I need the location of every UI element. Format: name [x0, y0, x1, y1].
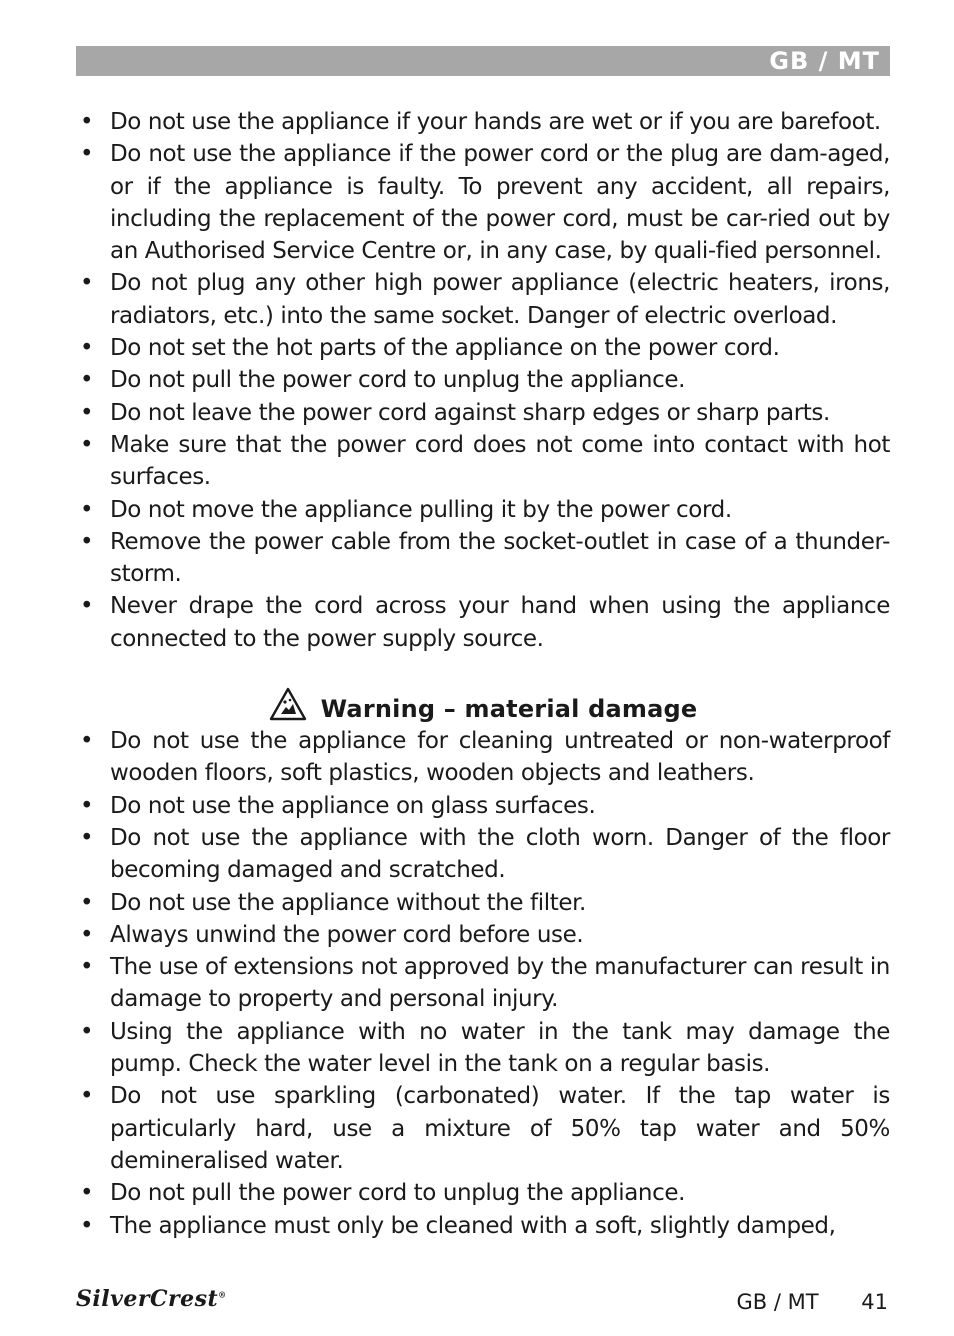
list-item: • Always unwind the power cord before use. [76, 919, 890, 951]
trademark-symbol: ® [218, 1289, 227, 1300]
list-item: • Never drape the cord across your hand when using the appliance connected to the power supply source. [76, 590, 890, 655]
list-item: • Do not use the appliance with the cloth worn. Danger of the floor becoming damaged and scratched. [76, 822, 890, 887]
list-item: • Do not use the appliance on glass surfaces. [76, 790, 890, 822]
material-damage-list [76, 725, 890, 1242]
warning-triangle-icon [269, 687, 307, 721]
list-item: • Do not use the appliance if the power cord or the plug are dam-aged, or if the appliance is faulty. To prevent any accident, all repairs, including the replacement of the power cord, must be car-ried out by an Authorised Service Centre or, in any case, by quali-fied personnel. [76, 138, 890, 267]
header-language-label: GB / MT [769, 47, 880, 75]
list-item: • The use of extensions not approved by the manufacturer can result in damage to property and personal injury. [76, 951, 890, 1016]
list-item: • Do not pull the power cord to unplug the appliance. [76, 1177, 890, 1209]
list-item: • Do not move the appliance pulling it by the power cord. [76, 494, 890, 526]
header-bar [76, 46, 890, 76]
list-item: • Do not set the hot parts of the appliance on the power cord. [76, 332, 890, 364]
warning-title: Warning – material damage [320, 695, 698, 724]
list-item: • Using the appliance with no water in the tank may damage the pump. Check the water level in the tank on a regular basis. [76, 1016, 890, 1081]
brand-name: SilverCrest [76, 1286, 219, 1312]
list-item: • The appliance must only be cleaned with a soft, slightly damped, [76, 1210, 890, 1242]
footer-info [737, 1290, 888, 1314]
safety-list [76, 106, 890, 655]
list-item: • Remove the power cable from the socket-outlet in case of a thunder-storm. [76, 526, 890, 591]
list-item: • Do not use sparkling (carbonated) water. If the tap water is particularly hard, use a mixture of 50% tap water and 50% demineralised water. [76, 1080, 890, 1177]
list-item: • Do not use the appliance for cleaning untreated or non-waterproof wooden floors, soft plastics, wooden objects and leathers. [76, 725, 890, 790]
list-item: • Make sure that the power cord does not come into contact with hot surfaces. [76, 429, 890, 494]
list-item: • Do not leave the power cord against sharp edges or sharp parts. [76, 397, 890, 429]
list-item: • Do not use the appliance without the filter. [76, 887, 890, 919]
list-item: • Do not use the appliance if your hands are wet or if you are barefoot. [76, 106, 890, 138]
brand-logo [76, 1286, 227, 1312]
list-item: • Do not pull the power cord to unplug the appliance. [76, 364, 890, 396]
footer-language: GB / MT [736, 1290, 819, 1314]
page-number: 41 [861, 1290, 888, 1314]
list-item: • Do not plug any other high power appliance (electric heaters, irons, radiators, etc.) into the same socket. Danger of electric overload. [76, 267, 890, 332]
warning-heading [76, 693, 890, 725]
page-content [76, 106, 890, 1242]
